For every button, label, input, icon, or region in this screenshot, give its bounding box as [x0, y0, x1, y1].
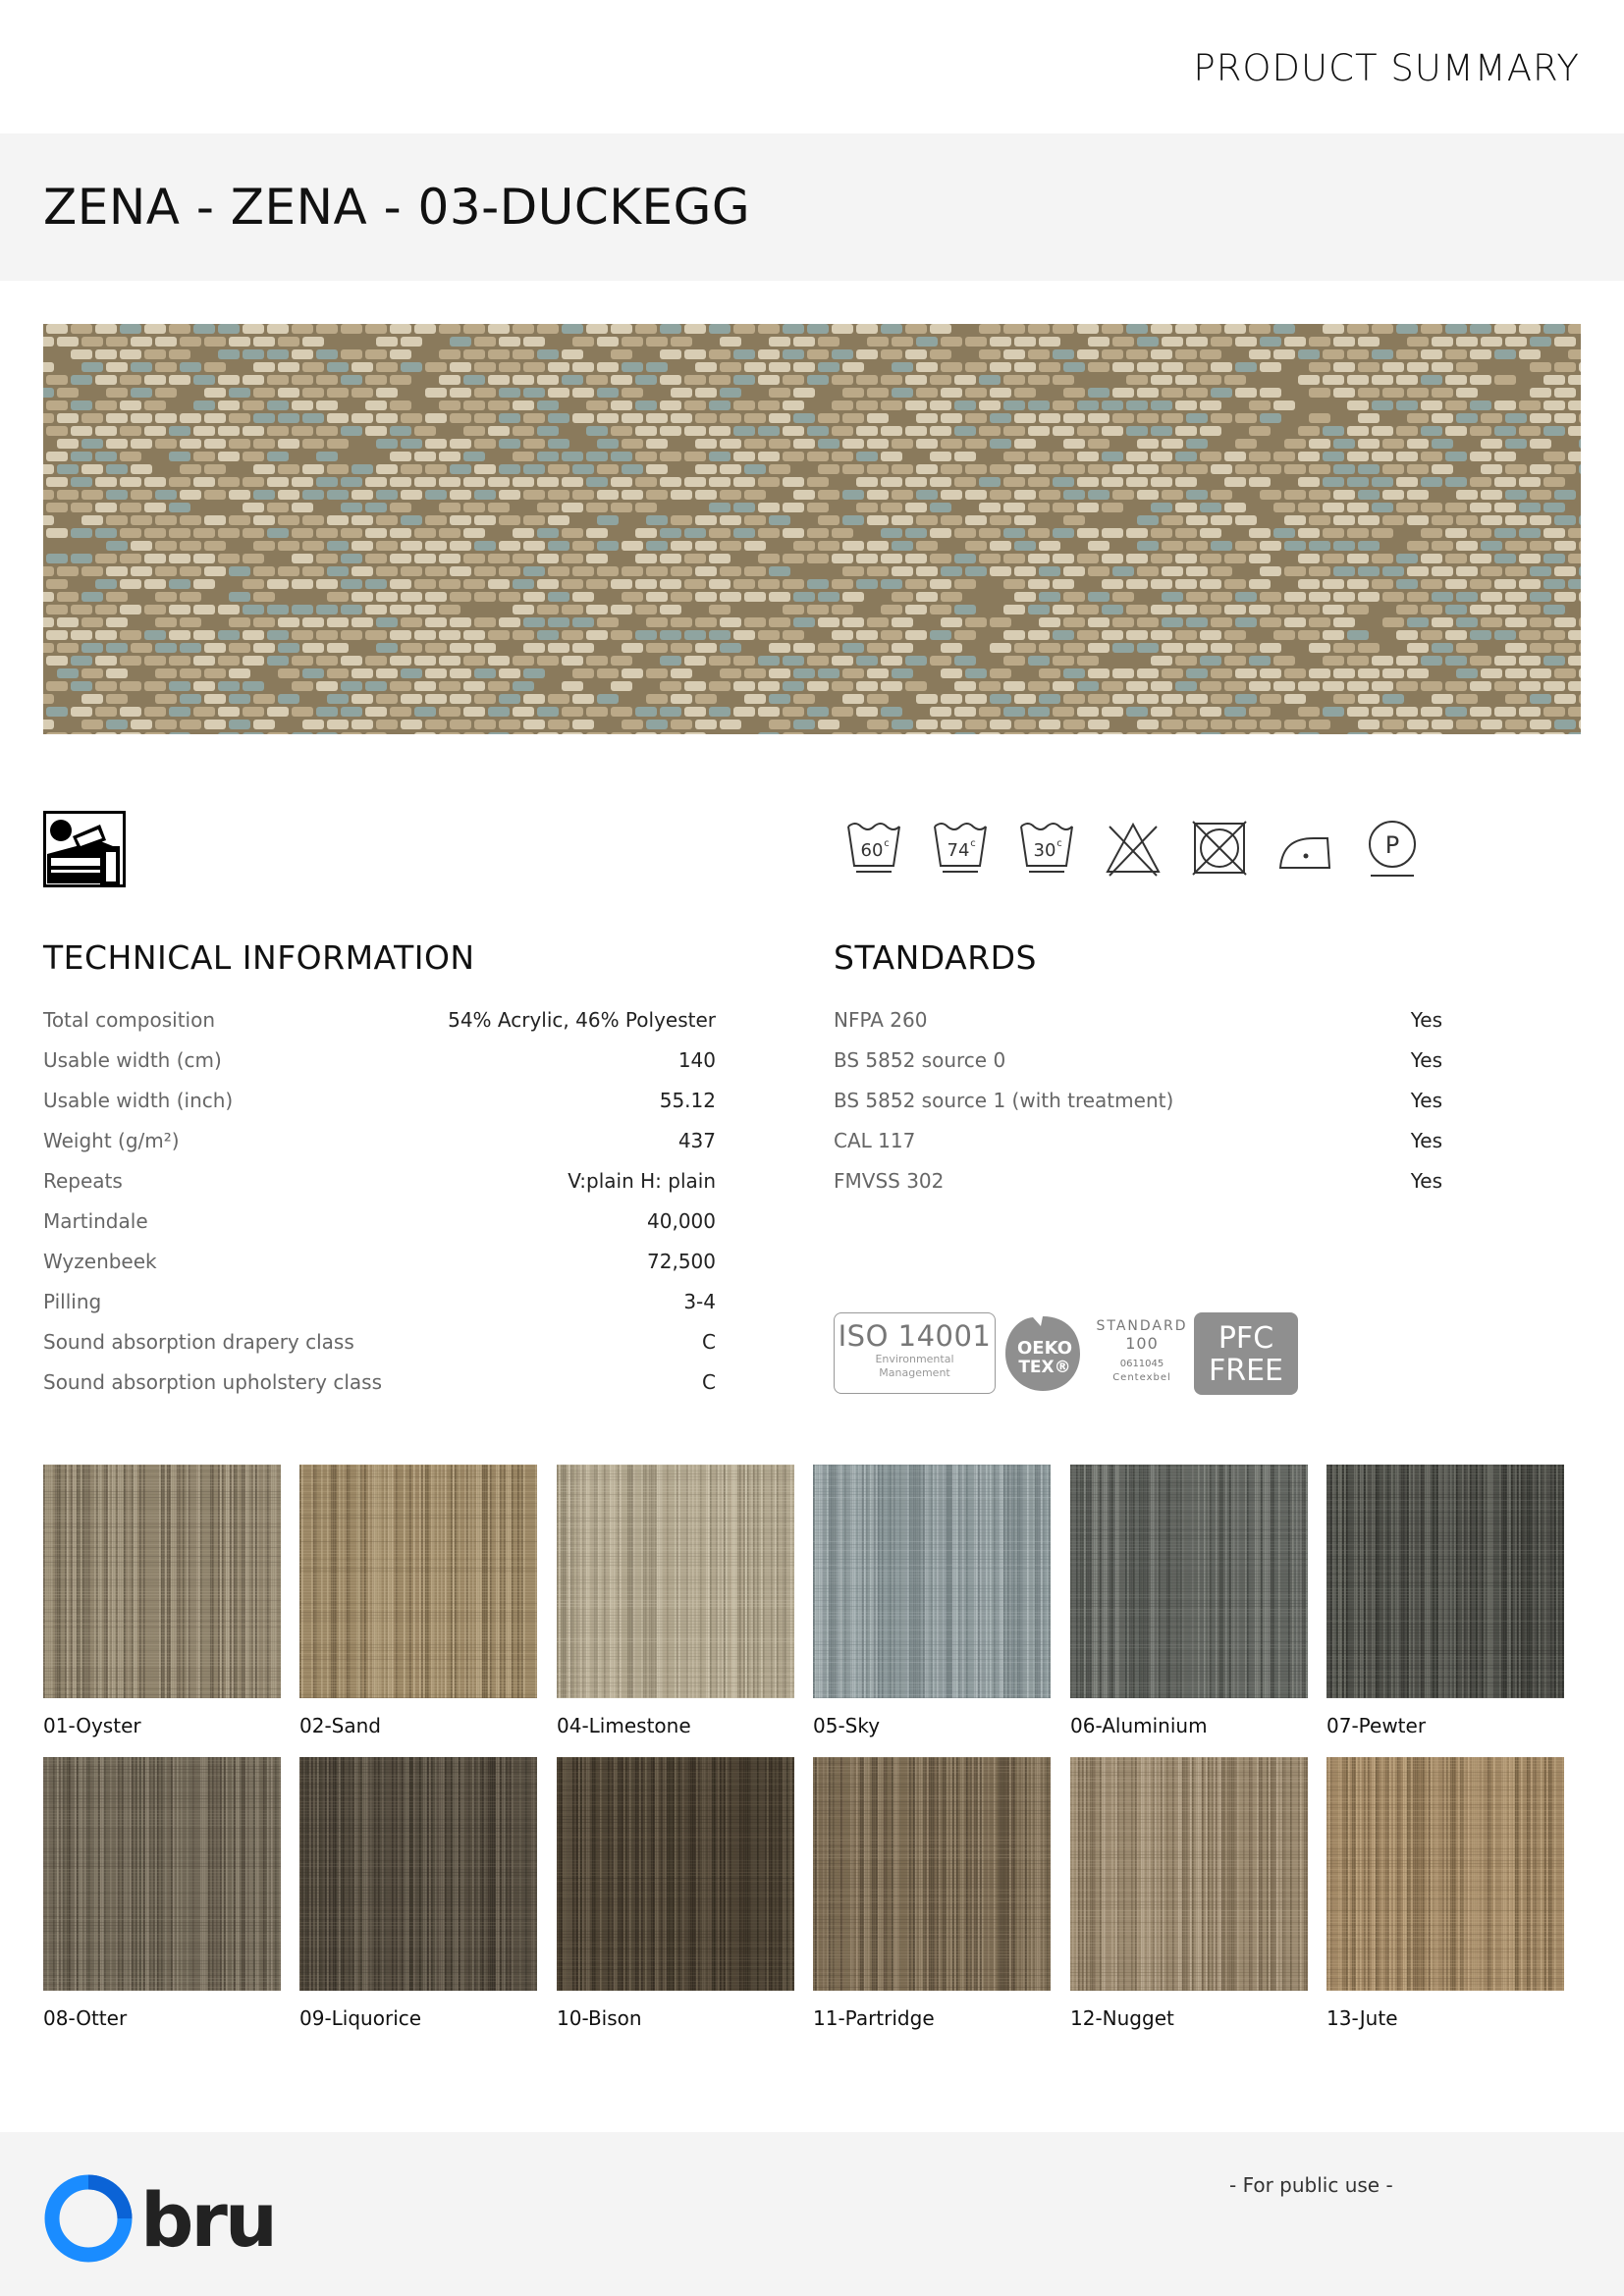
iso-line1: Environmental: [875, 1353, 954, 1365]
swatch-name: 13-Jute: [1326, 2006, 1398, 2030]
swatch-item[interactable]: [1070, 1757, 1308, 2030]
iron-low-icon: [1276, 817, 1335, 881]
swatch-chip: [557, 1757, 794, 1991]
bru-logo: [43, 2167, 279, 2266]
spec-value: 140: [677, 1048, 716, 1072]
table-row: [43, 1089, 716, 1118]
table-row: [43, 1048, 716, 1078]
swatch-chip: [813, 1757, 1051, 1991]
table-row: [43, 1370, 716, 1400]
pfc-line1: PFC: [1218, 1321, 1274, 1356]
swatch-chip: [557, 1465, 794, 1698]
wash-30-icon: [1017, 817, 1076, 881]
svg-text:60: 60: [860, 840, 884, 861]
swatch-item[interactable]: [813, 1757, 1051, 2030]
table-row: [43, 1008, 716, 1038]
spec-label: Weight (g/m²): [43, 1129, 180, 1152]
spec-label: Martindale: [43, 1209, 148, 1233]
svg-text:TEX®: TEX®: [1018, 1358, 1071, 1377]
wash-74-icon: [931, 817, 990, 881]
swatch-name: 12-Nugget: [1070, 2006, 1174, 2030]
table-row: [43, 1169, 716, 1199]
footer: [0, 2132, 1624, 2296]
swatch-chip: [43, 1757, 281, 1991]
swatch-name: 01-Oyster: [43, 1714, 141, 1737]
standard-value: Yes: [1410, 1048, 1442, 1072]
pfc-line2: FREE: [1208, 1354, 1283, 1388]
spec-label: Usable width (inch): [43, 1089, 234, 1112]
table-row: [43, 1209, 716, 1239]
iso-14001-badge: [834, 1312, 996, 1394]
swatch-item[interactable]: [1326, 1757, 1564, 2030]
fabric-hero-image: [43, 324, 1581, 734]
standards-title: STANDARDS: [834, 938, 1037, 977]
spec-value: C: [702, 1330, 716, 1354]
swatch-name: 08-Otter: [43, 2006, 128, 2030]
svg-text:P: P: [1384, 831, 1400, 859]
standard-value: Yes: [1410, 1129, 1442, 1152]
swatch-item[interactable]: [43, 1465, 281, 1737]
swatch-item[interactable]: [557, 1757, 794, 2030]
do-not-bleach-icon: [1104, 817, 1163, 881]
product-title: ZENA - ZENA - 03-DUCKEGG: [43, 179, 751, 236]
standard-label: FMVSS 302: [834, 1169, 945, 1193]
table-row: [834, 1048, 1507, 1078]
pfc-free-badge: [1194, 1312, 1298, 1395]
spec-value: 54% Acrylic, 46% Polyester: [448, 1008, 716, 1032]
iso-line2: Management: [879, 1366, 950, 1379]
table-row: [43, 1129, 716, 1158]
swatch-chip: [43, 1465, 281, 1698]
table-row: [834, 1008, 1507, 1038]
swatch-name: 11-Partridge: [813, 2006, 935, 2030]
swatch-chip: [1070, 1757, 1308, 1991]
svg-text:c: c: [884, 838, 890, 849]
oeko-tex-badge: [1001, 1312, 1084, 1395]
swatch-item[interactable]: [1326, 1465, 1564, 1737]
swatch-item[interactable]: [813, 1465, 1051, 1737]
table-row: [43, 1330, 716, 1360]
standard-label: CAL 117: [834, 1129, 916, 1152]
spec-label: Sound absorption drapery class: [43, 1330, 354, 1354]
title-band: [0, 133, 1624, 281]
swatch-item[interactable]: [557, 1465, 794, 1737]
swatch-name: 05-Sky: [813, 1714, 881, 1737]
do-not-tumble-dry-icon: [1190, 817, 1249, 881]
table-row: [43, 1290, 716, 1319]
iso-title: ISO 14001: [838, 1319, 992, 1353]
swatch-chip: [813, 1465, 1051, 1698]
swatch-chip: [299, 1757, 537, 1991]
care-symbols: [844, 817, 1434, 881]
swatch-item[interactable]: [299, 1757, 537, 2030]
spec-label: Pilling: [43, 1290, 102, 1313]
standard-100-line4: Centexbel: [1112, 1372, 1171, 1383]
swatch-name: 06-Aluminium: [1070, 1714, 1208, 1737]
public-use-note: - For public use -: [1229, 2173, 1393, 2197]
svg-text:c: c: [1056, 838, 1062, 849]
technical-information-title: TECHNICAL INFORMATION: [43, 938, 475, 977]
swatch-name: 09-Liquorice: [299, 2006, 422, 2030]
spec-value: 437: [677, 1129, 716, 1152]
standard-value: Yes: [1410, 1169, 1442, 1193]
standard-100-line1: STANDARD: [1096, 1318, 1188, 1334]
svg-text:30: 30: [1033, 840, 1056, 861]
spec-value: 3-4: [683, 1290, 716, 1313]
spec-value: 72,500: [647, 1250, 716, 1273]
table-row: [834, 1169, 1507, 1199]
spec-value: 40,000: [647, 1209, 716, 1233]
standard-value: Yes: [1410, 1089, 1442, 1112]
swatch-name: 04-Limestone: [557, 1714, 691, 1737]
swatch-item[interactable]: [299, 1465, 537, 1737]
swatch-chip: [1070, 1465, 1308, 1698]
swatch-chip: [1326, 1465, 1564, 1698]
swatch-item[interactable]: [1070, 1465, 1308, 1737]
spec-label: Total composition: [43, 1008, 215, 1032]
dry-clean-p-icon: [1363, 817, 1422, 881]
standard-label: BS 5852 source 1 (with treatment): [834, 1089, 1174, 1112]
standard-100-badge: [1095, 1318, 1189, 1397]
document-label: PRODUCT SUMMARY: [1193, 47, 1580, 89]
swatch-chip: [299, 1465, 537, 1698]
wash-60-icon: [844, 817, 903, 881]
svg-text:bru: bru: [140, 2176, 275, 2264]
standard-label: NFPA 260: [834, 1008, 928, 1032]
swatch-chip: [1326, 1757, 1564, 1991]
spec-label: Wyzenbeek: [43, 1250, 157, 1273]
standard-100-line3: 0611045: [1119, 1359, 1164, 1369]
table-row: [834, 1129, 1507, 1158]
table-row: [43, 1250, 716, 1279]
table-row: [834, 1089, 1507, 1118]
standard-label: BS 5852 source 0: [834, 1048, 1006, 1072]
upholstery-icon: [43, 811, 126, 887]
spec-value: V:plain H: plain: [568, 1169, 716, 1193]
spec-label: Usable width (cm): [43, 1048, 222, 1072]
standard-value: Yes: [1410, 1008, 1442, 1032]
svg-text:OEKO: OEKO: [1016, 1338, 1073, 1359]
svg-text:74: 74: [947, 840, 970, 861]
svg-text:c: c: [970, 838, 976, 849]
spec-label: Repeats: [43, 1169, 123, 1193]
swatch-name: 07-Pewter: [1326, 1714, 1427, 1737]
spec-value: C: [702, 1370, 716, 1394]
swatch-item[interactable]: [43, 1757, 281, 2030]
swatch-name: 02-Sand: [299, 1714, 381, 1737]
spec-value: 55.12: [659, 1089, 716, 1112]
spec-label: Sound absorption upholstery class: [43, 1370, 382, 1394]
standard-100-line2: 100: [1125, 1334, 1159, 1353]
swatch-name: 10-Bison: [557, 2006, 642, 2030]
fabric-weave-texture: [43, 324, 1581, 734]
